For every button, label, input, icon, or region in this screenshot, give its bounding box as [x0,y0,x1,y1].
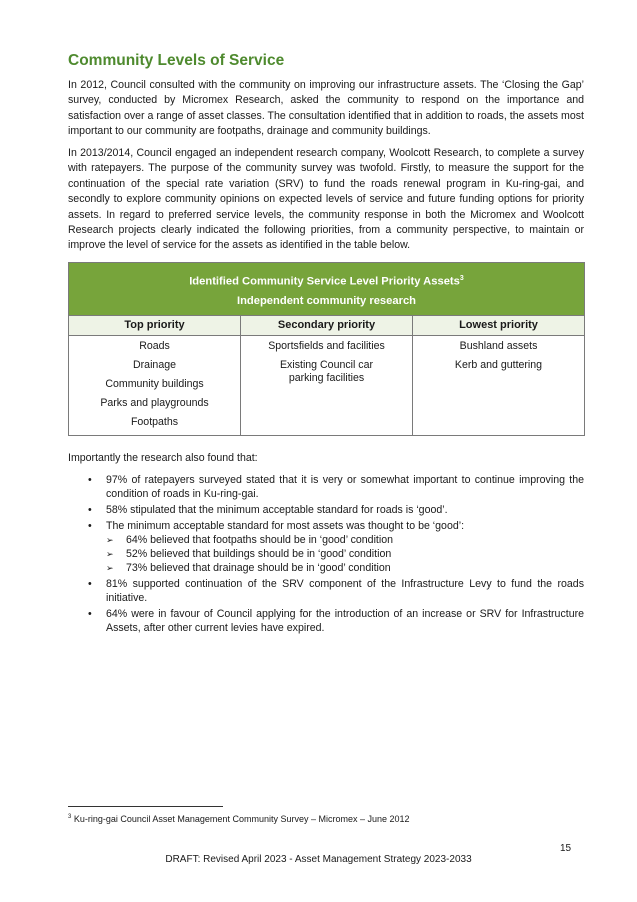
footnote-number: 3 [68,814,72,820]
sub-list [106,533,584,575]
sub-bullet-text: 73% believed that drainage should be in ‘good’ condition [126,562,391,574]
bullet-text: 81% supported continuation of the SRV component of the Infrastructure Levy to fund the roads initiative. [106,578,584,604]
list-item: Roads [139,339,170,352]
arrow-bullet-icon: ➢ [106,563,114,573]
list-item [68,577,584,605]
list-item: Footpaths [130,415,179,428]
bullet-icon: • [88,520,92,532]
list-item: Kerb and guttering [454,358,543,371]
list-item: Parks and playgrounds [100,396,209,409]
column-header-secondary-priority: Secondary priority [241,315,413,335]
sub-bullet-text: 52% believed that buildings should be in ‘good’ condition [126,548,392,560]
arrow-bullet-icon: ➢ [106,535,114,545]
page-number: 15 [560,843,572,854]
sub-list-item [106,547,584,561]
list-item: Drainage [133,358,176,371]
arrow-bullet-icon: ➢ [106,549,114,559]
list-item [68,607,584,635]
section-heading: Community Levels of Service [68,52,285,69]
priority-assets-table [68,262,585,436]
list-item: Existing Council car parking facilities [279,358,374,384]
findings-intro: Importantly the research also found that: [68,452,258,464]
paragraph-woolcott-research: In 2013/2014, Council engaged an independent research company, Woolcott Research, to complete a survey with ratepayers. The purpose of the community survey was twofold. Firstly, to measure the support for the continuation of the special rate variation (SRV) to fund the roads renewal program in Ku-ring-gai, and secondly to explore community opinions on expected levels of service and future funding options for priority assets. In regard to preferred service levels, the community response in both the Micromex and Woolcott Research projects clearly indicated the following priorities, from a community perspective, to maintain or improve the level of service for the assets as identified in the table below. [68,147,584,252]
list-item [68,503,584,517]
bullet-text: The minimum acceptable standard for most assets was thought to be ‘good’: [106,520,465,532]
list-item: Bushland assets [459,339,538,352]
bullet-icon: • [88,504,92,516]
footnote [68,814,410,824]
top-priority-cell [69,335,241,435]
column-header-top-priority: Top priority [69,315,241,335]
list-item [68,519,584,575]
bullet-icon: • [88,474,92,486]
table-title-band [69,263,585,316]
table-title: Identified Community Service Level Priority Assets [189,275,460,288]
bullet-text: 58% stipulated that the minimum acceptable standard for roads is ‘good’. [106,504,448,516]
secondary-priority-cell [241,335,413,435]
list-item [68,473,584,501]
footnote-text: Ku-ring-gai Council Asset Management Community Survey – Micromex – June 2012 [73,814,410,824]
sub-bullet-text: 64% believed that footpaths should be in ‘good’ condition [126,534,394,546]
sub-list-item [106,561,584,575]
bullet-text: 64% were in favour of Council applying for the introduction of an increase or SRV for Infrastructure Assets, after other current levies have expired. [106,608,584,634]
bullet-icon: • [88,608,92,620]
bullet-text: 97% of ratepayers surveyed stated that it is very or somewhat important to continue improving the condition of roads in Ku-ring-gai. [106,474,584,500]
column-header-lowest-priority: Lowest priority [413,315,585,335]
lowest-priority-cell [413,335,585,435]
paragraph-closing-the-gap: In 2012, Council consulted with the community on improving our infrastructure assets. The ‘Closing the Gap’ survey, conducted by Micromex Research, asked the community to respond on the importance and satisfaction over a range of asset classes. The consultation identified that in addition to roads, the assets most important to our community are footpaths, drainage and community buildings. [68,79,584,138]
table-title-footnote-ref: 3 [459,275,464,282]
page-footer: DRAFT: Revised April 2023 - Asset Management Strategy 2023-2033 [165,854,472,865]
findings-list [68,473,584,637]
footnote-divider [68,806,223,807]
list-item: Sportsfields and facilities [268,339,385,352]
sub-list-item [106,533,584,547]
list-item: Community buildings [105,377,204,390]
table-subtitle: Independent community research [236,294,417,307]
bullet-icon: • [88,578,92,590]
